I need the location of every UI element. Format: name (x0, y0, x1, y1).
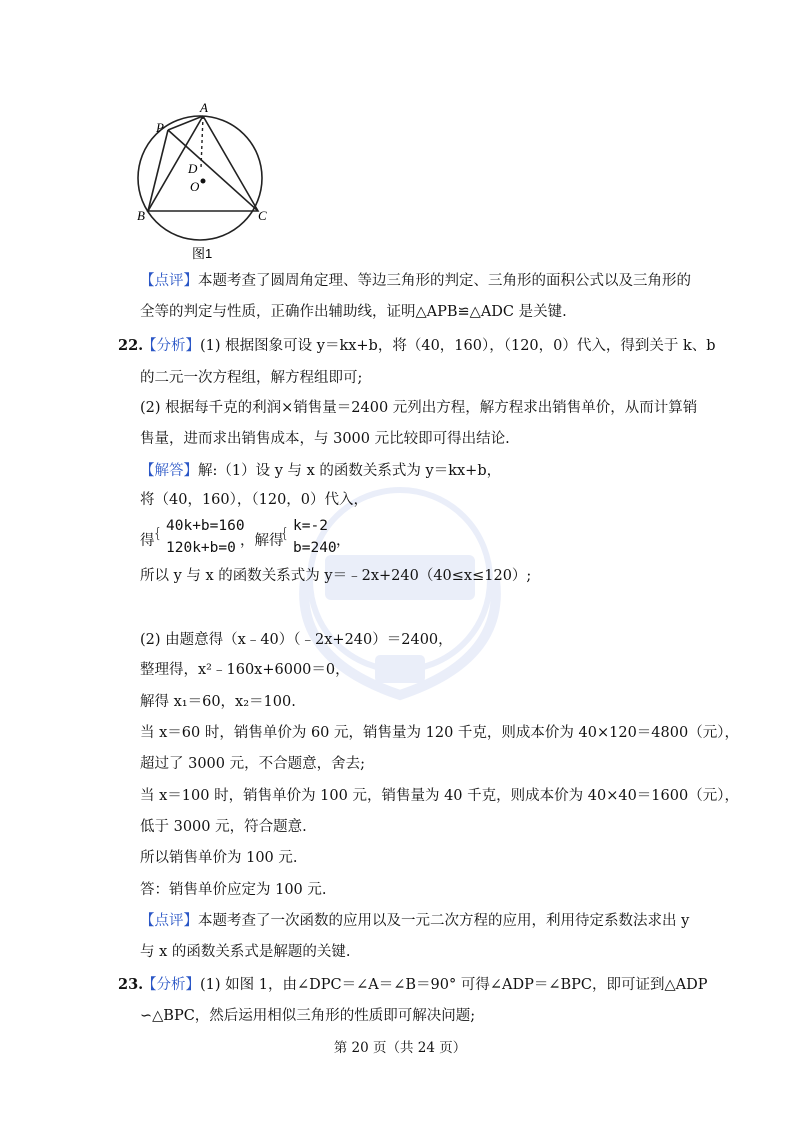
solution-line-5: 整理得，x²﹣160x+6000＝0， (140, 662, 350, 678)
analysis-23-line-2: ∽△BPC，然后运用相似三角形的性质即可解决问题; (140, 1008, 476, 1024)
label-O: O (190, 179, 200, 194)
left-brace-2: { (280, 526, 290, 542)
eq-prefix: 得 (140, 533, 155, 549)
system-1-eq-2: 120k+b=0 (166, 540, 236, 556)
page-footer: 第 20 页（共 24 页） (333, 1040, 467, 1056)
eq-trailing-comma: ， (336, 533, 351, 549)
eq-solve-text: ，解得 (240, 533, 284, 549)
section-tag: 【点评】 (140, 913, 198, 929)
solution-line-4: (2) 由题意得（x﹣40）（﹣2x+240）＝2400， (140, 632, 453, 648)
system-2-eq-2: b=240 (293, 540, 337, 556)
solution-line-11: 所以销售单价为 100 元. (140, 850, 298, 866)
equation-system-block (140, 517, 540, 561)
solution-line-7: 当 x＝60 时，销售单价为 60 元，销售量为 120 千克，则成本价为 40×120＝4800（元）， (140, 725, 739, 741)
solution-line-1: 【解答】解:（1）设 y 与 x 的函数关系式为 y＝kx+b， (140, 463, 502, 479)
question-number-22: 22. (118, 337, 144, 354)
analysis-line-1: 【分析】(1) 根据图象可设 y＝kx+b，将（40，160），（120，0）代入，得到关于 k、b (142, 338, 716, 354)
answer-line: 答：销售单价应定为 100 元. (140, 882, 327, 898)
label-C: C (258, 208, 267, 223)
analysis-23-line-1: 【分析】(1) 如图 1，由∠DPC＝∠A＝∠B＝90° 可得∠ADP＝∠BPC，即可证到△ADP (142, 977, 708, 993)
solution-line-3: 所以 y 与 x 的函数关系式为 y＝﹣2x+240（40≤x≤120）; (140, 568, 532, 584)
solution-line-9: 当 x＝100 时，销售单价为 100 元，销售量为 40 千克，则成本价为 40×40＝1600（元）， (140, 788, 739, 804)
left-brace-1: { (153, 526, 163, 542)
figure-caption: 图1 (192, 246, 213, 260)
solution-line-2: 将（40，160），（120，0）代入， (140, 492, 369, 508)
solution-line-8: 超过了 3000 元，不合题意，舍去; (140, 756, 366, 772)
analysis-line-3: (2) 根据每千克的利润×销售量＝2400 元列出方程，解方程求出销售单价，从而计算销 (140, 400, 698, 416)
solution-line-10: 低于 3000 元，符合题意. (140, 819, 307, 835)
section-tag: 【点评】 (140, 273, 198, 289)
label-D: D (188, 161, 198, 176)
review-line-2: 全等的判定与性质，正确作出辅助线，证明△APB≌△ADC 是关键. (140, 304, 567, 320)
question-number-23: 23. (118, 976, 144, 993)
review-line-1: 【点评】本题考查了圆周角定理、等边三角形的判定、三角形的面积公式以及三角形的 (140, 273, 691, 289)
label-B: B (137, 208, 145, 223)
solution-line-6: 解得 x₁＝60，x₂＝100. (140, 694, 296, 710)
section-tag: 【解答】 (140, 463, 198, 479)
section-tag: 【分析】 (142, 977, 200, 993)
label-P: P (156, 120, 164, 135)
system-2-eq-1: k=-2 (293, 518, 328, 534)
analysis-line-4: 售量，进而求出销售成本，与 3000 元比较即可得出结论. (140, 431, 510, 447)
section-tag: 【分析】 (142, 338, 200, 354)
system-1-eq-1: 40k+b=160 (166, 518, 245, 534)
review-line-4: 与 x 的函数关系式是解题的关键. (140, 944, 351, 960)
circle-geometry-figure (130, 100, 290, 260)
review-line-3: 【点评】本题考查了一次函数的应用以及一元二次方程的应用，利用待定系数法求出 y (140, 913, 690, 929)
label-A: A (200, 100, 208, 115)
analysis-line-2: 的二元一次方程组，解方程组即可; (140, 370, 363, 386)
